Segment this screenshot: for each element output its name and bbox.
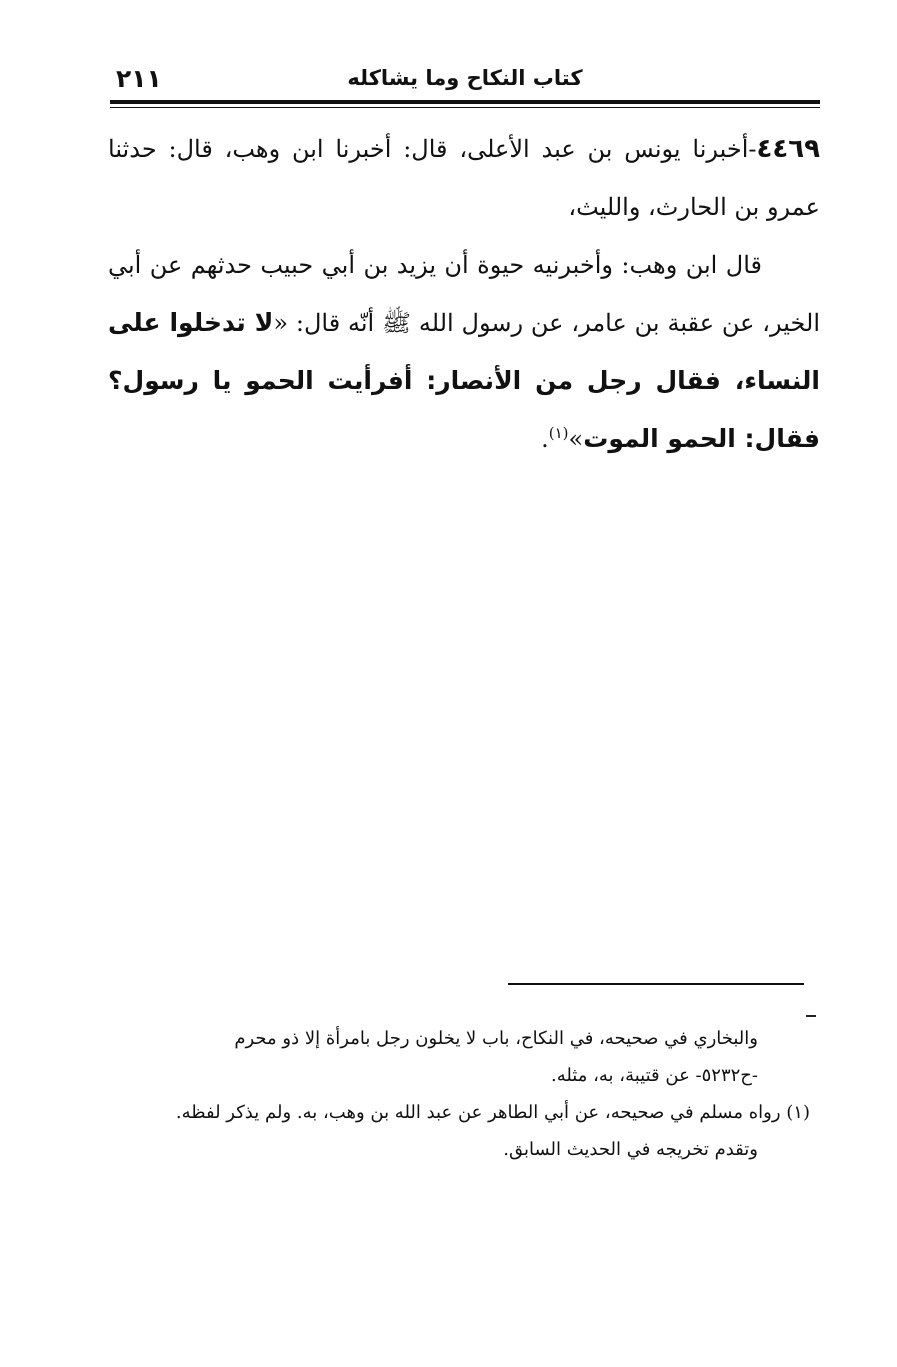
footnote-continuation-line: -ح٥٢٣٢- عن قتيبة، به، مثله. [550, 1065, 758, 1086]
end-period: . [541, 425, 549, 453]
footnote-continuation-line: والبخاري في صحيحه، في النكاح، باب لا يخلون رجل بامرأة إلا ذو محرم [234, 1028, 758, 1049]
closing-quote: » [568, 425, 584, 453]
footnote-1: (١) رواه مسلم في صحيحه، عن أبي الطاهر عن عبد الله بن وهب، به. ولم يذكر لفظه. [175, 1102, 810, 1123]
book-title: كتاب النكاح وما يشاكله [347, 66, 583, 90]
hadith-narration-paragraph [108, 236, 820, 468]
hadith-chain-paragraph [108, 120, 820, 236]
hadith-text [108, 120, 820, 468]
footnote-marker: (١) [548, 424, 569, 442]
hadith-chain: -أخبرنا يونس بن عبد الأعلى، قال: أخبرنا ابن وهب، قال: حدثنا عمرو بن الحارث، والليث، [108, 135, 820, 221]
footnote-1-continuation: وتقدم تخريجه في الحديث السابق. [503, 1139, 758, 1160]
header-rule-thin [110, 107, 820, 108]
page-number: ٢١١ [116, 64, 162, 93]
running-header [110, 62, 820, 96]
header-rule-thick [110, 100, 820, 104]
narration-intro: قال ابن وهب: وأخبرنيه حيوة أن يزيد بن أبي حبيب حدثهم عن أبي الخير، عن عقبة بن عامر، عن رسول الله ﷺ أنّه قال: « [108, 251, 820, 337]
hadith-number: ٤٤٦٩ [756, 134, 820, 164]
footnotes [95, 1020, 810, 1168]
footnote-separator [508, 983, 804, 985]
continuation-dash [806, 1015, 816, 1017]
prophetic-saying: لا تدخلوا على النساء، فقال رجل من الأنصار: أفرأيت الحمو يا رسول؟ فقال: الحمو الموت [108, 308, 820, 453]
